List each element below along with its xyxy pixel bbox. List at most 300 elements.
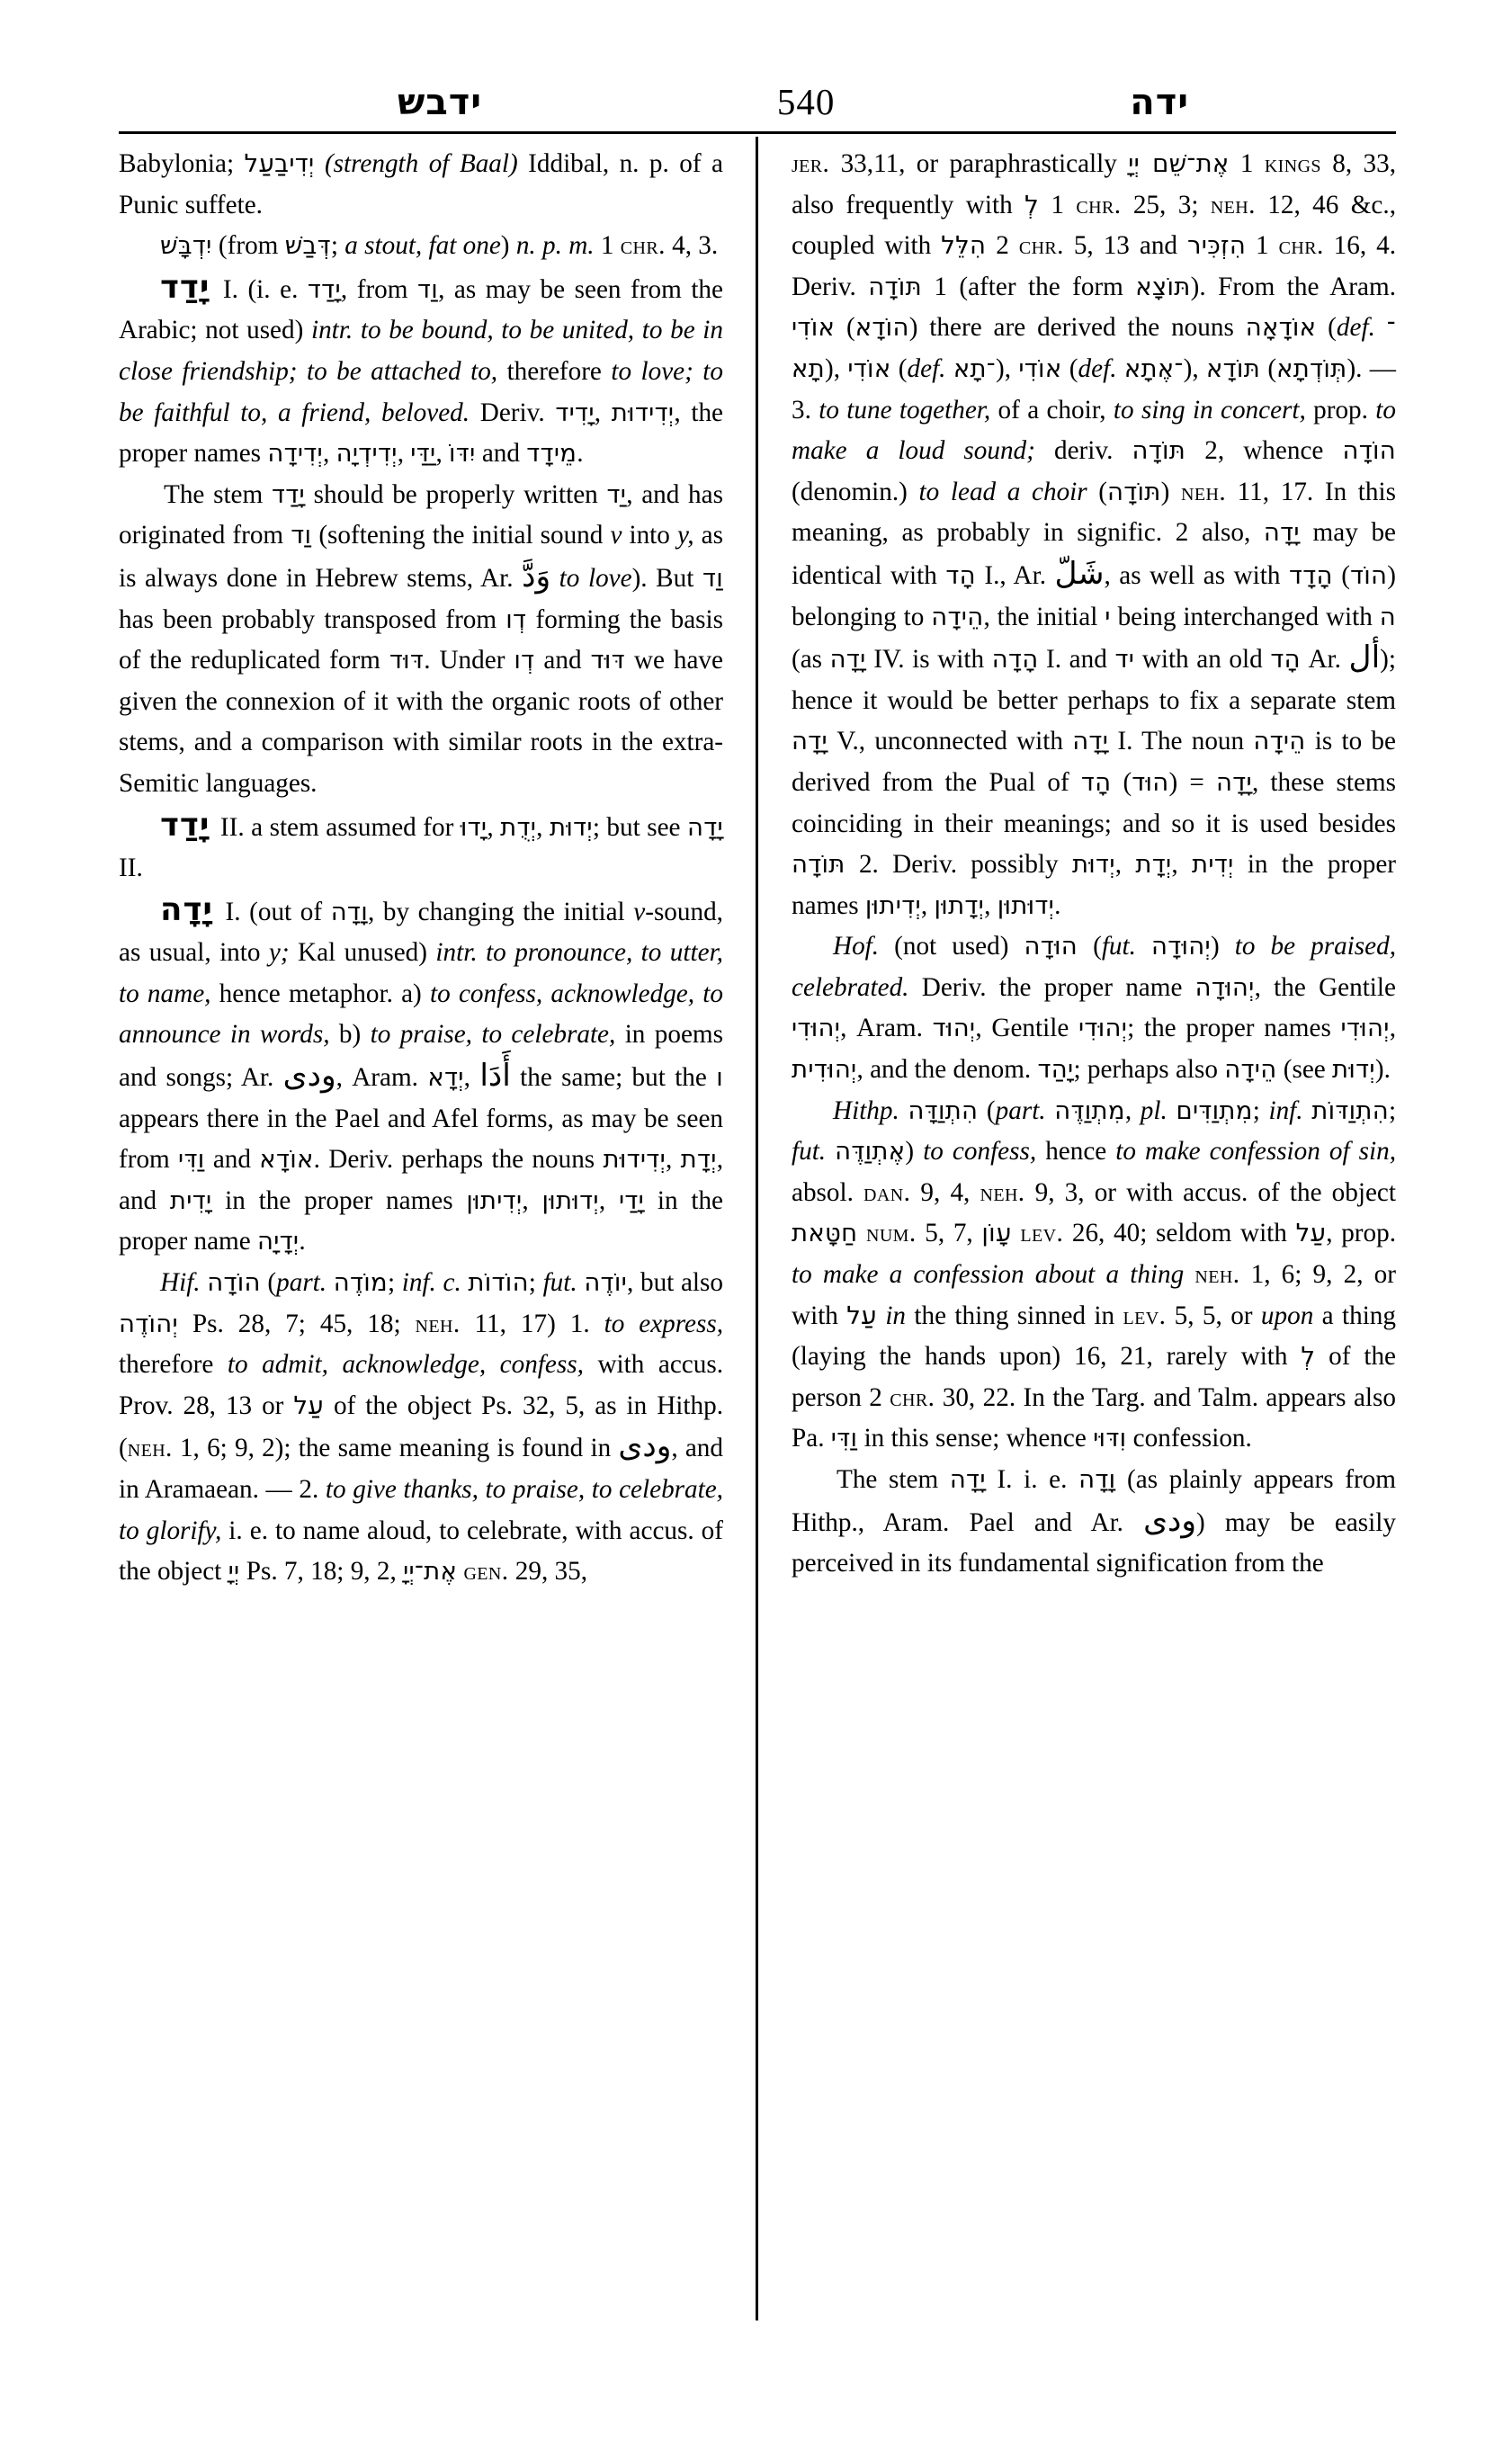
roman-run: ( <box>978 1095 996 1125</box>
roman-run: ( <box>1316 313 1337 343</box>
roman-run: ) <box>500 231 516 261</box>
roman-run: ), <box>824 353 848 383</box>
italic-run: to tune together, <box>819 395 991 425</box>
italic-run: (strength of Baal) <box>314 149 518 178</box>
italic-run: n. p. m. <box>515 231 595 261</box>
roman-run <box>1303 1096 1312 1125</box>
hebrew-word: דְו <box>505 605 527 634</box>
roman-run: . Deriv. perhaps the nouns <box>313 1145 604 1175</box>
roman-run: , and the denom. <box>856 1055 1038 1085</box>
hebrew-word: אוֹדָאָה <box>1245 314 1317 343</box>
hebrew-word: מוֹדֶה <box>333 1269 388 1298</box>
hebrew-word: יוֹדֶה <box>584 1269 628 1298</box>
roman-run <box>1117 354 1124 383</box>
roman-run: ; the proper names <box>1127 1014 1341 1043</box>
roman-run: is to be derived from the Pual of <box>792 727 1396 797</box>
roman-run: ; but see <box>592 812 688 842</box>
hebrew-word: יַדַּי <box>410 440 436 469</box>
roman-run: 30, 22. In the Targ. and Talm. appears also Pa. <box>792 1382 1396 1453</box>
hebrew-word: הוֹדָה <box>207 1269 261 1298</box>
reference-abbrev: chr. <box>890 1382 935 1412</box>
roman-run: 12, 46 &c., coupled with <box>792 190 1396 261</box>
roman-run: ) = <box>1168 767 1216 797</box>
hebrew-word: הֵידָה <box>931 603 984 631</box>
roman-run: ; <box>1388 1095 1397 1125</box>
roman-run: 9, 3, or with accus. of the object <box>1024 1177 1396 1207</box>
reference-abbrev: num. <box>865 1219 917 1248</box>
roman-run: I. The noun <box>1108 727 1254 756</box>
reference-abbrev: kings <box>1264 149 1321 178</box>
roman-run: , the Gentile <box>1254 972 1396 1002</box>
roman-run: 2, whence <box>1185 436 1343 466</box>
roman-run: 16, 4. Deriv. <box>792 231 1397 301</box>
roman-run: 1 <box>594 231 621 261</box>
hebrew-word: יְדוּתוּן <box>997 891 1055 920</box>
reference-abbrev: jer. <box>792 149 830 178</box>
italic-run: part. <box>995 1095 1046 1125</box>
hebrew-word: אוֹדִי <box>792 314 836 343</box>
roman-run: therefore <box>119 1350 228 1380</box>
roman-run: (see <box>1276 1055 1333 1085</box>
hebrew-word: הוֹדָא <box>854 314 909 343</box>
roman-run: , <box>397 439 411 469</box>
reference-abbrev: neh. <box>1181 477 1227 506</box>
roman-run: II. a stem assumed for <box>213 812 461 842</box>
italic-run: def. <box>907 353 946 383</box>
roman-run: hence <box>1036 1137 1116 1167</box>
roman-run: (softening the initial sound <box>311 521 611 550</box>
roman-run: ( <box>1332 560 1350 590</box>
hebrew-word: יִדְבָּשׁ <box>160 232 212 261</box>
hebrew-lemma: יָדַד <box>160 806 210 844</box>
roman-run: of a choir, <box>990 395 1114 425</box>
roman-run: ( <box>1078 932 1102 961</box>
roman-run: confession. <box>1126 1424 1252 1453</box>
hebrew-word: חַטָּאת <box>792 1220 858 1248</box>
hebrew-word: יָהַד <box>1037 1056 1074 1085</box>
roman-run <box>899 1096 908 1125</box>
roman-run: ( <box>1061 353 1078 383</box>
italic-run: Hithp. <box>833 1095 899 1125</box>
roman-run: in this sense; whence <box>857 1424 1094 1453</box>
roman-run: I. i. e. <box>985 1465 1079 1494</box>
hebrew-word: הוּדָה <box>1024 933 1078 961</box>
hebrew-word: וַד <box>702 564 724 593</box>
italic-run: to express, <box>604 1309 723 1338</box>
hebrew-word: הָד <box>945 561 976 590</box>
italic-run: part. <box>276 1268 327 1298</box>
hebrew-word: תּוֹצָא <box>1135 273 1191 301</box>
arabic-word: أَدَا <box>479 1058 511 1095</box>
roman-run: Deriv. the proper name <box>908 972 1195 1002</box>
hebrew-word: הִתְוַדּוֹת <box>1311 1096 1389 1125</box>
roman-run <box>945 354 953 383</box>
roman-run: appears there in the Pael and Afel forms, as may be seen from <box>119 1104 723 1175</box>
roman-run <box>1375 313 1387 342</box>
hebrew-word: יְדֻת <box>500 813 537 842</box>
hebrew-word: יָדָה <box>1215 768 1252 797</box>
roman-run: , and in Aramaean. — 2. <box>119 1434 723 1504</box>
roman-run <box>1136 932 1151 961</box>
running-head-left-hebrew: ידבש <box>398 82 483 123</box>
hebrew-word: יָדַד <box>307 275 341 304</box>
roman-run: in the proper names <box>792 850 1396 920</box>
hebrew-word: יְדִידוּת <box>603 1146 667 1175</box>
roman-run: , as well as with <box>1104 560 1289 590</box>
italic-run: intr. to pronounce, to utter, to name, <box>119 938 723 1008</box>
roman-run: prop. <box>1305 395 1376 425</box>
roman-run: 1 (after the form <box>921 272 1136 301</box>
roman-run: into <box>622 521 677 550</box>
hebrew-word: הָד <box>1080 768 1112 797</box>
arabic-word: ودى <box>618 1428 672 1465</box>
roman-run: V., unconnected with <box>827 727 1073 756</box>
roman-run: (not used) <box>879 932 1024 961</box>
roman-run: being interchanged with <box>1110 602 1380 631</box>
dict-entry <box>119 226 723 267</box>
roman-run <box>857 1219 866 1247</box>
roman-run: I. (i. e. <box>213 274 308 304</box>
hebrew-word: עַל <box>1295 1220 1327 1248</box>
reference-abbrev: neh. <box>980 1177 1025 1207</box>
roman-run: in poems and songs; Ar. <box>119 1020 723 1093</box>
hebrew-word: יְדִיבַעַל <box>244 150 315 178</box>
roman-run: 9, 4, <box>910 1177 980 1207</box>
hebrew-word: הוֹדוֹת <box>468 1269 529 1298</box>
roman-run: ( <box>1087 477 1108 506</box>
roman-run: ( <box>260 1268 277 1298</box>
roman-run: may be identical with <box>792 518 1396 590</box>
italic-run: def. <box>1336 313 1375 343</box>
hebrew-word: יְדוּת <box>549 813 593 842</box>
hebrew-word: יְהוֹדֶה <box>119 1310 178 1338</box>
roman-run: hence metaphor. a) <box>210 979 431 1008</box>
roman-run: , <box>522 1185 542 1215</box>
roman-run: ; <box>330 231 345 261</box>
hebrew-word: דְו <box>514 647 535 675</box>
italic-run: to make a confession about a thing <box>792 1260 1185 1290</box>
hebrew-word: הָד <box>1270 646 1301 675</box>
hebrew-word: ו <box>716 1064 723 1093</box>
roman-run: ( <box>835 313 855 343</box>
roman-run: ) <box>1160 477 1182 506</box>
hebrew-word: יְדוּת <box>1332 1056 1375 1085</box>
hebrew-word: תּוֹדָה <box>792 851 845 880</box>
roman-run: , <box>594 398 612 427</box>
italic-run: to confess, <box>923 1137 1037 1167</box>
italic-run: to be praised, celebrated. <box>792 932 1396 1002</box>
roman-run: , Aram. <box>840 1014 933 1043</box>
hebrew-word: מִתְוַדִּים <box>1176 1096 1253 1125</box>
reference-abbrev: lev. <box>1123 1301 1167 1330</box>
hebrew-word: הוּד <box>1132 768 1169 797</box>
roman-run: , <box>1114 850 1136 880</box>
roman-run: (denomin.) <box>792 477 919 506</box>
hebrew-word: יְדוּתוּן <box>541 1186 599 1215</box>
hebrew-word: דְּבַשׁ <box>284 232 331 261</box>
reference-abbrev: neh. <box>415 1309 461 1338</box>
roman-run: ; <box>1252 1095 1269 1125</box>
italic-run: inf. <box>1268 1095 1303 1125</box>
arabic-word: شَلّ <box>1054 555 1105 592</box>
roman-run: should be properly written <box>304 479 607 509</box>
hebrew-word: יָדִית <box>169 1186 212 1215</box>
roman-run: ); hence it would be better perhaps to fix a separate stem <box>792 645 1396 715</box>
hebrew-word: יְדִידְיָה <box>336 440 398 469</box>
roman-run: , <box>435 439 450 469</box>
arabic-word: ودى <box>1143 1502 1197 1539</box>
roman-run: . Under <box>424 646 514 675</box>
reference-abbrev: chr. <box>1278 231 1324 261</box>
hebrew-word: דּוּד <box>590 647 625 675</box>
roman-run: 11, 17) 1. <box>460 1309 604 1338</box>
hebrew-word: יָדָה <box>792 728 828 756</box>
hebrew-word: יְדִיתוּן <box>466 1186 523 1215</box>
hebrew-word: יָדָה <box>1072 728 1109 756</box>
hebrew-word: עַל <box>846 1301 877 1330</box>
roman-run: . <box>1054 890 1061 920</box>
hebrew-word: דּוּד <box>389 647 425 675</box>
hebrew-word: יְדָא <box>427 1064 464 1093</box>
hebrew-word: יָדָה <box>829 646 866 675</box>
roman-run: The stem <box>837 1465 950 1494</box>
roman-run: 25, 3; <box>1121 190 1211 219</box>
hebrew-word: וַדִּי <box>178 1146 205 1175</box>
roman-run: , and <box>119 1145 723 1215</box>
hebrew-word: יָדַי <box>618 1186 645 1215</box>
reference-abbrev: dan. <box>863 1177 911 1207</box>
roman-run: deriv. <box>1034 436 1132 466</box>
hebrew-word: אוֹדִי <box>847 354 891 383</box>
header-rule <box>119 131 1396 134</box>
hebrew-word: יְדִידָה <box>267 440 323 469</box>
hebrew-word: תְּוֹדְתָא <box>1276 354 1347 383</box>
hebrew-word: הוֹדָה <box>1342 437 1396 466</box>
dict-entry <box>119 1263 723 1593</box>
roman-run: i. e. to name aloud, to celebrate, with accus. of the object <box>119 1516 723 1587</box>
reference-abbrev: neh. <box>127 1434 173 1463</box>
roman-run: , <box>487 812 501 842</box>
reference-abbrev: chr. <box>1076 190 1122 219</box>
roman-run: , and has originated from <box>119 479 723 550</box>
roman-run: Ps. 7, 18; 9, 2, <box>239 1557 404 1587</box>
roman-run: ( <box>1111 767 1132 797</box>
hebrew-word: וָדָה <box>330 898 368 926</box>
hebrew-word: יְדִית <box>1192 851 1234 880</box>
hebrew-word: אֶת־שֵׁם יְיָ <box>1128 150 1230 178</box>
roman-run: , <box>1171 850 1193 880</box>
roman-run: Iddibal, n. p. of a Punic suffete. <box>119 149 723 219</box>
arabic-word: وَدَّ <box>522 558 551 595</box>
roman-run: , as may be seen from the Arabic; not used) <box>119 274 723 345</box>
roman-run: and <box>475 439 527 469</box>
italic-run: v <box>610 521 622 550</box>
hebrew-word: לְ <box>1301 1343 1316 1372</box>
roman-run: ), <box>1183 353 1206 383</box>
roman-run: ). But <box>631 563 702 593</box>
roman-run: 5, 13 and <box>1063 231 1188 261</box>
hebrew-word: יְהוּדִי <box>1340 1015 1390 1043</box>
hebrew-word: הִלֵּל <box>941 232 987 261</box>
roman-run: ) there are derived the nouns <box>908 313 1246 343</box>
hebrew-word: וַד <box>291 522 312 550</box>
reference-abbrev: neh. <box>1210 190 1256 219</box>
roman-run: , <box>323 439 336 469</box>
roman-run <box>1184 1260 1194 1289</box>
roman-run: with accus. Prov. 28, 13 or <box>119 1350 723 1420</box>
italic-run: to praise, to celebrate, <box>370 1020 616 1050</box>
roman-run: . <box>299 1227 306 1256</box>
roman-run: 1 <box>1229 149 1265 178</box>
italic-run: y, <box>676 521 694 550</box>
running-head <box>135 70 1394 121</box>
italic-run: fut. <box>542 1268 577 1298</box>
text-body <box>119 144 1396 2338</box>
italic-run: pl. <box>1140 1095 1168 1125</box>
roman-run: absol. <box>792 1177 864 1207</box>
dict-continuation <box>119 144 723 226</box>
hebrew-word: אֶת־יְיָ <box>403 1558 458 1587</box>
dict-paragraph <box>792 1460 1396 1585</box>
roman-run: ) <box>1210 932 1235 961</box>
hebrew-word: הָדָד <box>1288 561 1333 590</box>
roman-run <box>877 1301 885 1330</box>
dict-continuation <box>792 144 1396 926</box>
reference-abbrev: chr. <box>1018 231 1064 261</box>
reference-abbrev: chr. <box>620 231 666 261</box>
roman-run: 5, 5, or <box>1166 1301 1261 1330</box>
roman-run: ) <box>905 1137 924 1167</box>
roman-run: . <box>577 439 584 469</box>
hebrew-word: ־אֶתָא <box>1123 354 1184 383</box>
hebrew-word: יְדוּת <box>1071 851 1115 880</box>
roman-run: I., Ar. <box>975 560 1055 590</box>
roman-run: Ps. 28, 7; 45, 18; <box>177 1309 416 1338</box>
roman-run: 29, 35, <box>508 1557 588 1587</box>
italic-run: y; <box>268 938 290 968</box>
roman-run: 1 <box>1038 190 1077 219</box>
italic-run: to admit, acknowledge, confess, <box>227 1350 584 1380</box>
roman-run: of the person 2 <box>792 1342 1396 1412</box>
roman-run: 4, 3. <box>665 231 719 261</box>
roman-run: -sound, as usual, into <box>119 897 723 968</box>
arabic-word: ودى <box>282 1058 336 1095</box>
roman-run: 2 <box>986 231 1019 261</box>
hebrew-word: הִתְוַדָּה <box>908 1096 979 1125</box>
hebrew-word: תּוֹדָה <box>1132 437 1186 466</box>
column-right <box>792 144 1396 1585</box>
hebrew-word: הוֹד <box>1349 561 1388 590</box>
reference-abbrev: lev. <box>1020 1219 1064 1248</box>
roman-run: we have given the connexion of it with the organic roots of other stems, and a comparison with similar roots in the extra-Semitic languages. <box>119 646 723 798</box>
roman-run: forming the basis of the reduplicated form <box>119 604 723 675</box>
roman-run: (from <box>211 231 285 261</box>
roman-run: 26, 40; seldom with <box>1063 1219 1296 1248</box>
hebrew-word: תּוֹדָה <box>868 273 922 301</box>
hebrew-word: הָדָה <box>991 646 1039 675</box>
hebrew-word: ־תָא <box>953 354 996 383</box>
italic-run: fut. <box>792 1137 827 1167</box>
roman-run <box>1012 1219 1021 1247</box>
roman-run: in the proper name <box>119 1185 723 1256</box>
roman-run: ). <box>1374 1055 1391 1085</box>
roman-run: (as <box>792 645 830 675</box>
hebrew-word: יְיָ <box>228 1558 240 1587</box>
roman-run: (as plainly appears from Hithp., Aram. Pael and Ar. <box>792 1465 1396 1537</box>
hebrew-word: וַד <box>417 275 439 304</box>
roman-run: , <box>1389 1014 1396 1043</box>
roman-run: , Gentile <box>975 1014 1078 1043</box>
roman-run: ( <box>890 353 908 383</box>
italic-run: to make a loud sound; <box>792 395 1396 466</box>
roman-run: 8, 33, also frequently with <box>792 149 1397 219</box>
roman-run <box>1168 1096 1176 1125</box>
roman-run: , <box>666 1145 681 1175</box>
roman-run <box>1046 1096 1055 1125</box>
italic-run: inf. c. <box>401 1268 461 1298</box>
hebrew-word: יְהוּדִי <box>792 1015 841 1043</box>
italic-run: to sing in concert, <box>1113 395 1306 425</box>
roman-run: the thing sinned in <box>906 1301 1123 1330</box>
roman-run: II. <box>119 854 143 883</box>
roman-run: , by changing the initial <box>367 897 634 926</box>
roman-run: and <box>534 646 591 675</box>
italic-run: to give thanks, to praise, to celebrate, to glorify, <box>119 1475 723 1545</box>
hebrew-word: יָדָה <box>949 1466 986 1494</box>
roman-run: 5, 7, <box>916 1219 982 1248</box>
roman-run: The stem <box>164 479 272 509</box>
hebrew-word: יָדָה <box>687 813 723 842</box>
roman-run: in the proper names <box>211 1185 467 1215</box>
roman-run: , <box>598 1185 619 1215</box>
roman-run: , from <box>340 274 418 304</box>
hebrew-word: יְדָיָה <box>256 1228 300 1256</box>
roman-run: ) belonging to <box>792 560 1396 631</box>
hebrew-word: אוֹדִי <box>1018 354 1062 383</box>
roman-run <box>327 1268 334 1297</box>
hebrew-word: יְדָת <box>1135 851 1172 880</box>
roman-run: b) <box>329 1020 371 1050</box>
roman-run: 33,11, or paraphrastically <box>829 149 1129 178</box>
roman-run: , but also <box>627 1268 723 1298</box>
hebrew-word: יְהוּד <box>932 1015 976 1043</box>
hebrew-word: יְדִיתוּן <box>864 891 921 920</box>
italic-run: Hif. <box>160 1268 201 1298</box>
italic-run: to lead a choir <box>918 477 1087 506</box>
page-number: 540 <box>776 81 836 122</box>
hebrew-word: תּוֹדָה <box>1107 478 1161 506</box>
roman-run: ; <box>528 1268 543 1298</box>
hebrew-word: מֵידָד <box>526 440 577 469</box>
hebrew-word: יִדּוֹ <box>449 440 476 469</box>
hebrew-lemma: יָדָה <box>160 890 213 928</box>
roman-run: a thing (laying the hands upon) 16, 21, rarely with <box>792 1301 1396 1372</box>
roman-run: , the initial <box>983 602 1105 631</box>
hebrew-word: יד <box>1114 646 1135 675</box>
roman-run: , <box>536 812 550 842</box>
arabic-word: أل <box>1348 639 1381 676</box>
italic-run: to love <box>550 563 632 593</box>
roman-run: , <box>920 890 935 920</box>
roman-run: , <box>1124 1095 1141 1125</box>
roman-run: the same; but the <box>510 1063 717 1093</box>
hebrew-word: יְהוּדִי <box>1078 1015 1128 1043</box>
hebrew-word: וָדָה <box>1078 1466 1116 1494</box>
roman-run: and <box>204 1145 260 1175</box>
roman-run: ) may be easily perceived in its fundamental signification from the <box>792 1507 1396 1578</box>
hebrew-word: הֵידָה <box>1224 1056 1277 1085</box>
roman-run: 1, 6; 9, 2, or with <box>792 1260 1396 1330</box>
